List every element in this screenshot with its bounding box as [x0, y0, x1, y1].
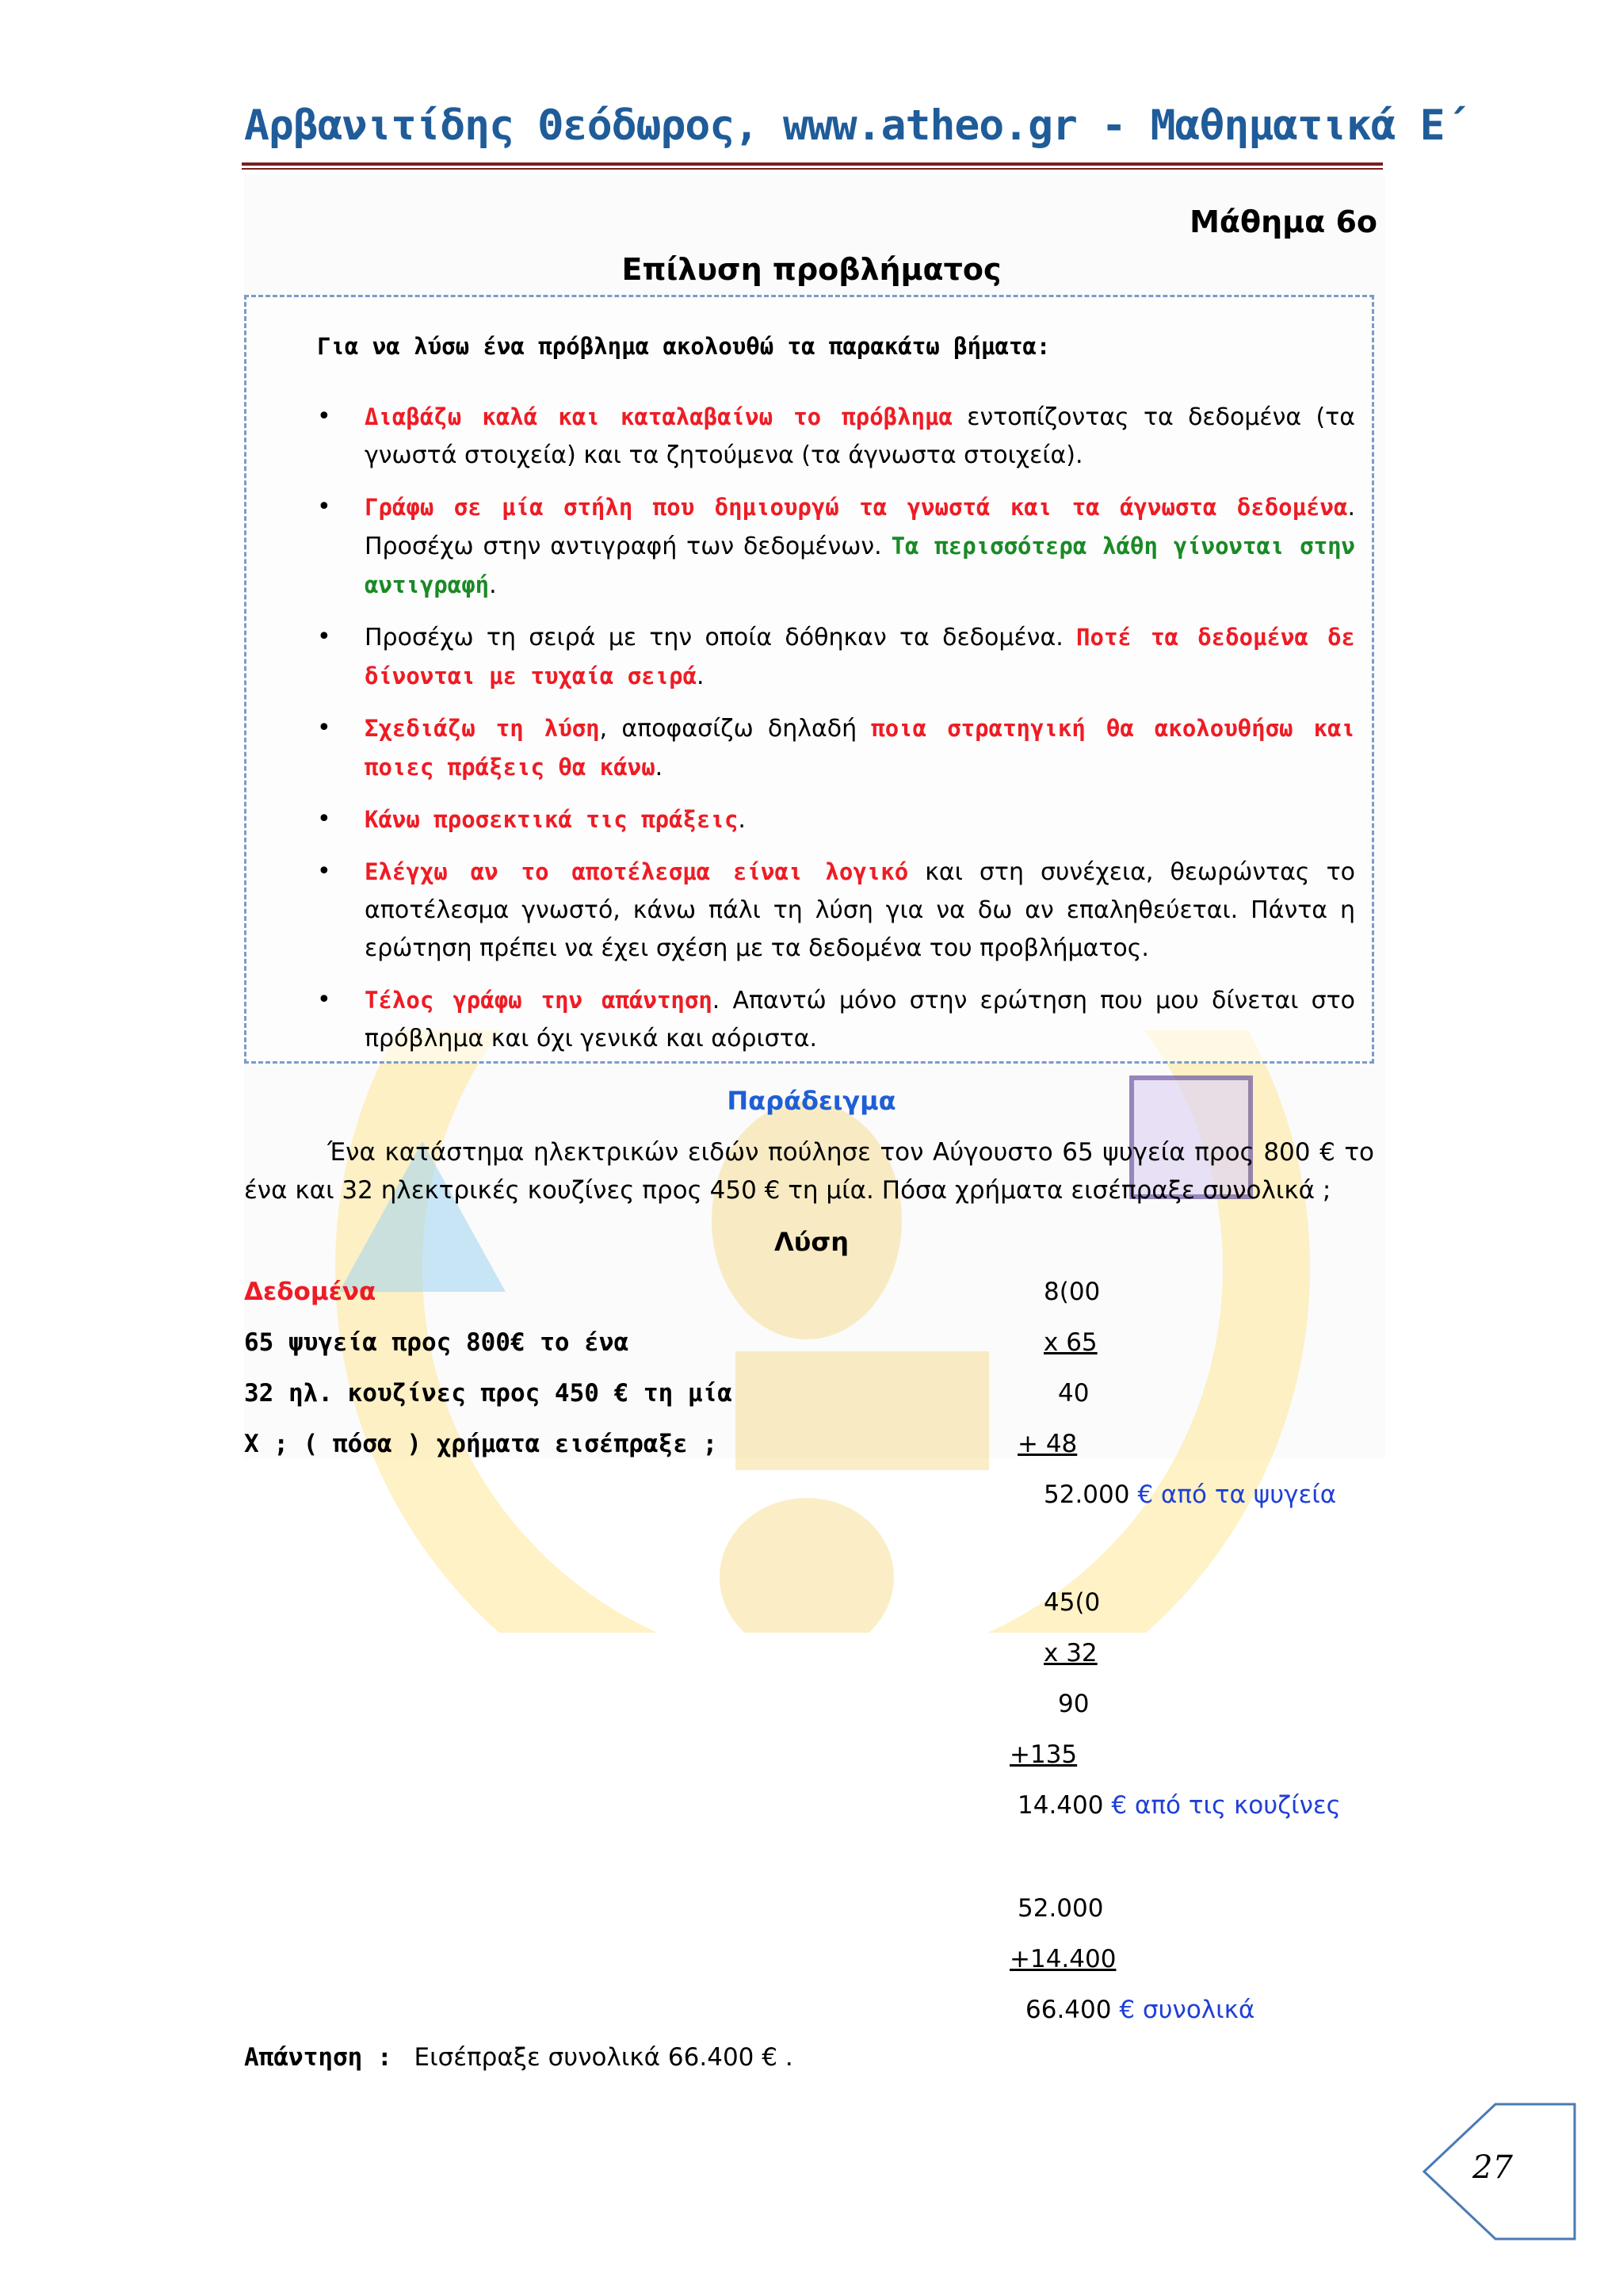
- calc-partial: 90: [1058, 1690, 1090, 1718]
- step-text: . Απαντώ μόνο στην ερώτηση που μου δίνεται στο πρόβλημα και όχι γενικά και αόριστα.: [365, 987, 1355, 1052]
- calc-operand: 45(0: [1044, 1588, 1101, 1617]
- list-item: [317, 618, 1355, 696]
- step-text: .: [697, 663, 705, 690]
- step-text: και στη συνέχεια, θεωρώντας το αποτέλεσμα γνωστό, κάνω πάλι τη λύση για να δω αν επαληθεύεται. Πάντα η ερώτηση πρέπει να έχει σχέση με τα δεδομένα του προβλήματος.: [365, 858, 1355, 962]
- bullet-icon: •: [317, 805, 331, 833]
- lesson-number: Μάθημα 6ο: [1190, 204, 1377, 239]
- step-text: .: [738, 806, 746, 834]
- steps-intro: Για να λύσω ένα πρόβλημα ακολουθώ τα παρακάτω βήματα:: [317, 333, 1051, 360]
- step-text: . Προσέχω στην αντιγραφή των δεδομένων.: [365, 494, 1355, 560]
- bullet-icon: •: [317, 403, 331, 430]
- calc-multiplier: x 32: [1044, 1639, 1098, 1668]
- list-item: [317, 981, 1355, 1058]
- calc-result: [1044, 1480, 1336, 1509]
- given-label: Δεδομένα: [244, 1278, 376, 1306]
- step-emphasis: ποια στρατηγική θα ακολουθήσω και ποιες πράξεις θα κάνω: [365, 715, 1355, 781]
- calc-addend: +14.400: [1010, 1945, 1117, 1973]
- calc-result: [1018, 1791, 1341, 1820]
- calc-operand: 52.000: [1018, 1894, 1104, 1923]
- list-item: [317, 800, 1355, 839]
- answer-label: Απάντηση :: [244, 2043, 392, 2072]
- calc-result-note: € από τα ψυγεία: [1137, 1480, 1337, 1509]
- calc-result-note: € από τις κουζίνες: [1111, 1791, 1341, 1820]
- answer-text: Εισέπραξε συνολικά 66.400 € .: [414, 2043, 793, 2072]
- calc-multiplier: x 65: [1044, 1328, 1098, 1357]
- bullet-icon: •: [317, 714, 331, 742]
- step-emphasis: Κάνω προσεκτικά τις πράξεις: [365, 806, 739, 833]
- calc-result-value: 14.400: [1018, 1791, 1104, 1820]
- answer-line: [244, 2043, 793, 2072]
- calc-result-note: € συνολικά: [1119, 1996, 1255, 2024]
- step-emphasis: Τέλος γράφω την απάντηση: [365, 987, 712, 1014]
- bullet-icon: •: [317, 493, 331, 521]
- header-rule: [242, 162, 1383, 166]
- problem-text: Ένα κατάστημα ηλεκτρικών ειδών πούλησε τον Αύγουστο 65 ψυγεία προς 800 € το ένα και 32 ηλεκτρικές κουζίνες προς 450 € τη μία. Πόσα χρήματα εισέπραξε συνολικά ;: [244, 1138, 1374, 1205]
- step-warning: Τα περισσότερα λάθη γίνονται στην αντιγραφή: [365, 533, 1356, 598]
- solution-label: Λύση: [773, 1227, 850, 1257]
- list-item: [317, 709, 1355, 787]
- header-rule-thin: [242, 168, 1383, 170]
- lesson-title: Επίλυση προβλήματος: [621, 252, 1002, 287]
- bullet-icon: •: [317, 986, 331, 1014]
- list-item: [317, 488, 1355, 605]
- calc-result: [1025, 1996, 1254, 2024]
- calc-result-value: 52.000: [1044, 1480, 1130, 1509]
- step-emphasis: Ελέγχω αν το αποτέλεσμα είναι λογικό: [365, 858, 909, 885]
- steps-list: [317, 398, 1355, 1072]
- calc-partial: + 48: [1018, 1430, 1078, 1458]
- step-text: Προσέχω τη σειρά με την οποία δόθηκαν τα δεδομένα.: [365, 624, 1077, 651]
- list-item: [317, 853, 1355, 968]
- calc-partial: 40: [1058, 1379, 1090, 1408]
- step-emphasis: Γράφω σε μία στήλη που δημιουργώ τα γνωστά και τα άγνωστα δεδομένα: [365, 494, 1348, 521]
- step-emphasis: Ποτέ τα δεδομένα δε δίνονται με τυχαία σειρά: [365, 624, 1355, 690]
- step-text: .: [655, 754, 663, 781]
- given-item: 65 ψυγεία προς 800€ το ένα: [244, 1328, 629, 1357]
- calc-partial: +135: [1010, 1740, 1078, 1769]
- step-emphasis: Σχεδιάζω τη λύση: [365, 715, 600, 742]
- calc-result-value: 66.400: [1025, 1996, 1112, 2024]
- given-item: 32 ηλ. κουζίνες προς 450 € τη μία: [244, 1379, 732, 1408]
- bullet-icon: •: [317, 858, 331, 885]
- page-header-title: Αρβανιτίδης Θεόδωρος, www.atheo.gr - Μαθηματικά Ε΄: [244, 101, 1469, 150]
- page-number: 27: [1472, 2149, 1513, 2186]
- list-item: [317, 398, 1355, 475]
- step-text: εντοπίζοντας τα δεδομένα (τα γνωστά στοιχεία) και τα ζητούμενα (τα άγνωστα στοιχεία).: [365, 403, 1355, 469]
- example-label: Παράδειγμα: [727, 1086, 896, 1116]
- given-item: Χ ; ( πόσα ) χρήματα εισέπραξε ;: [244, 1430, 718, 1458]
- step-text: .: [489, 571, 497, 599]
- step-emphasis: Διαβάζω καλά και καταλαβαίνω το πρόβλημα: [365, 403, 953, 430]
- calc-operand: 8(00: [1044, 1278, 1101, 1306]
- bullet-icon: •: [317, 623, 331, 651]
- step-text: , αποφασίζω δηλαδή: [599, 715, 872, 743]
